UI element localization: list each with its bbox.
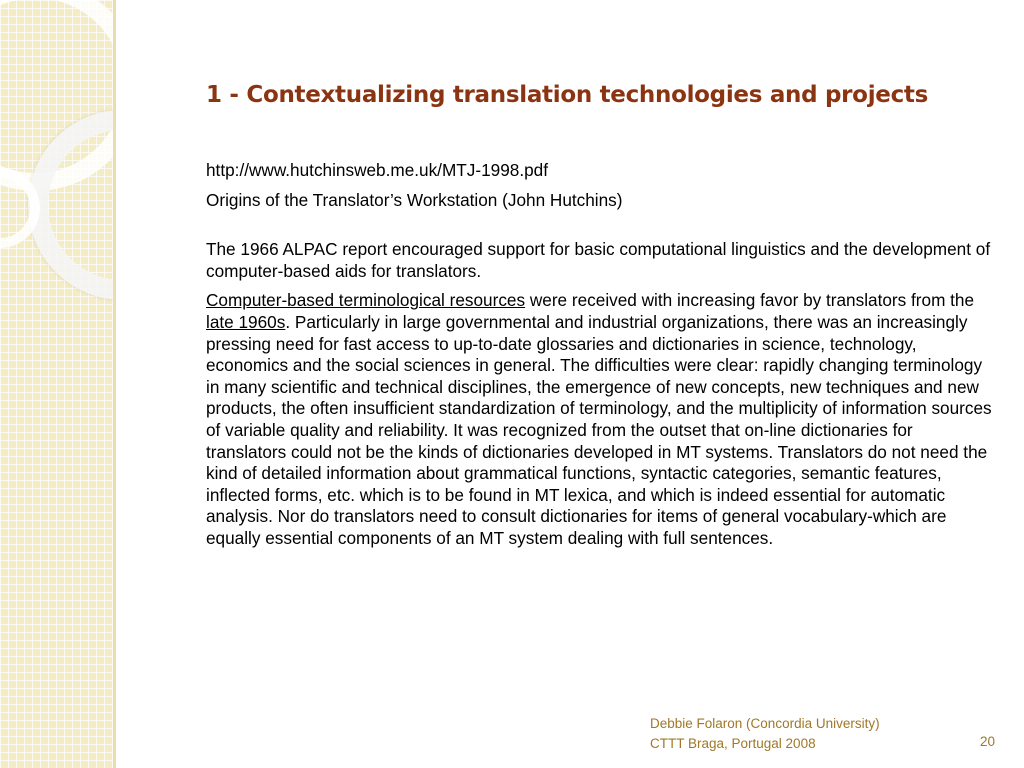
paragraph-text-part2: . Particularly in large governmental and industrial organizations, there was an increasingly pressing need for fast access to up-to-date glossaries and dictionaries in science, technology, economics and the social sciences in general. The difficulties were clear: rapidly changing terminology in many scientific and technical disciplines, the emergence of new concepts, new techniques and new products, the often insufficient standardization of terminology, and the multiplicity of information sources of variable quality and reliability. It was recognized from the outset that on-line dictionaries for translators could not be the kinds of dictionaries developed in MT systems. Translators do not need the kind of detailed information about grammatical functions, syntactic categories, semantic features, inflected forms, etc. which is to be found in MT lexica, and which is indeed essential for automatic analysis. Nor do translators need to consult dictionaries for items of general vocabulary-which are equally essential components of an MT system dealing with full sentences. [206,311,992,548]
link-late-1960s[interactable]: late 1960s [206,311,286,332]
decorative-sidebar [0,0,113,768]
paragraph-alpac: The 1966 ALPAC report encouraged support for basic computational linguistics and the development of computer-based aids for translators. [206,239,991,281]
slide-content [206,160,996,550]
footer [650,714,880,754]
source-title: Origins of the Translator’s Workstation (John Hutchins) [206,189,623,210]
sidebar-divider [113,0,116,768]
paragraph-terminology [206,290,996,549]
link-terminological-resources[interactable]: Computer-based terminological resources [206,290,526,311]
footer-event: CTTT Braga, Portugal 2008 [650,736,816,751]
paragraph-text-part1: were received with increasing favor by translators from the [525,290,975,311]
footer-author: Debbie Folaron (Concordia University) [650,716,880,731]
slide-title: 1 - Contextualizing translation technologies and projects [206,82,928,108]
slide-number: 20 [980,734,996,749]
source-url[interactable]: http://www.hutchinsweb.me.uk/MTJ-1998.pdf [206,160,548,180]
